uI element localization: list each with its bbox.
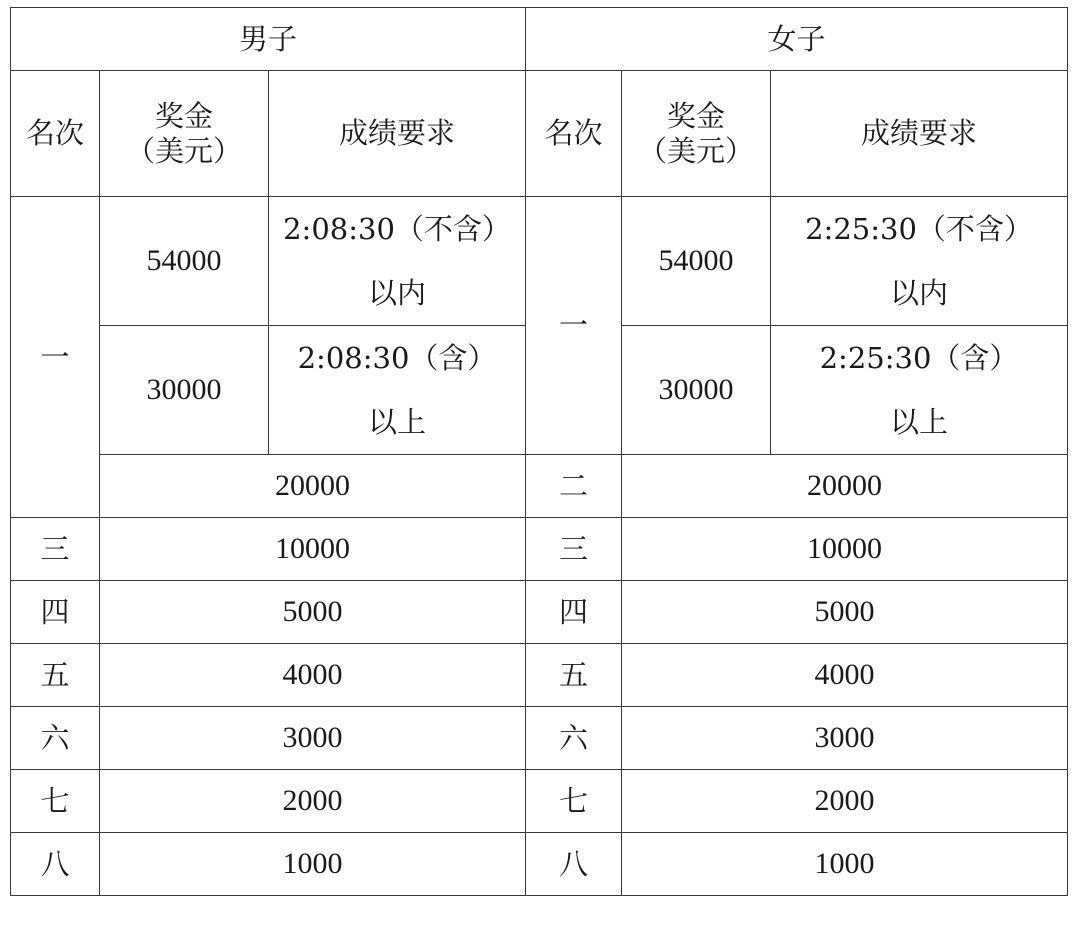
women-prize: 10000	[622, 518, 1068, 581]
table-row	[11, 707, 1068, 770]
table-row	[11, 833, 1068, 896]
women-prize: 2000	[622, 770, 1068, 833]
requirement-time: 2:25:30（不含）	[805, 212, 1033, 246]
men-header: 男子	[11, 8, 526, 71]
men-rank-first: 一	[11, 197, 100, 518]
women-rank: 八	[526, 833, 622, 896]
table-row	[11, 518, 1068, 581]
women-first-prize-b: 30000	[622, 326, 771, 455]
women-rank: 四	[526, 581, 622, 644]
women-prize: 3000	[622, 707, 1068, 770]
women-rank-first: 一	[526, 197, 622, 455]
prize-header-line2: （美元）	[125, 133, 242, 168]
men-first-requirement-b	[269, 326, 526, 455]
women-first-requirement-a	[771, 197, 1068, 326]
men-prize: 4000	[100, 644, 526, 707]
table-row	[11, 644, 1068, 707]
table-row	[11, 770, 1068, 833]
women-rank: 二	[526, 455, 622, 518]
men-prize-header	[100, 71, 269, 197]
prize-header-line1: 奖金	[154, 98, 213, 133]
requirement-time: 2:25:30（含）	[819, 341, 1019, 375]
women-prize: 1000	[622, 833, 1068, 896]
men-first-prize-a: 54000	[100, 197, 269, 326]
women-prize: 20000	[622, 455, 1068, 518]
men-prize: 5000	[100, 581, 526, 644]
women-first-prize-a: 54000	[622, 197, 771, 326]
table-row	[11, 581, 1068, 644]
men-rank: 八	[11, 833, 100, 896]
requirement-qualifier: 以上	[367, 405, 426, 439]
requirement-qualifier: 以上	[889, 405, 948, 439]
men-rank-header: 名次	[11, 71, 100, 197]
men-prize: 10000	[100, 518, 526, 581]
women-rank: 三	[526, 518, 622, 581]
prize-header-line2: （美元）	[637, 133, 754, 168]
men-prize: 1000	[100, 833, 526, 896]
prize-table	[10, 7, 1068, 896]
women-prize-header	[622, 71, 771, 197]
column-header-row	[11, 71, 1068, 197]
gender-header-row	[11, 8, 1068, 71]
requirement-time: 2:08:30（含）	[297, 341, 497, 375]
women-requirement-header: 成绩要求	[771, 71, 1068, 197]
men-rank: 四	[11, 581, 100, 644]
men-rank: 六	[11, 707, 100, 770]
prize-header-line1: 奖金	[666, 98, 725, 133]
men-requirement-header: 成绩要求	[269, 71, 526, 197]
men-prize: 20000	[100, 455, 526, 518]
men-first-requirement-a	[269, 197, 526, 326]
women-rank: 五	[526, 644, 622, 707]
women-rank: 六	[526, 707, 622, 770]
requirement-qualifier: 以内	[889, 276, 948, 310]
women-rank: 七	[526, 770, 622, 833]
men-prize: 3000	[100, 707, 526, 770]
men-rank: 七	[11, 770, 100, 833]
requirement-time: 2:08:30（不含）	[283, 212, 511, 246]
first-place-row-a	[11, 197, 1068, 326]
women-prize: 5000	[622, 581, 1068, 644]
women-header: 女子	[526, 8, 1068, 71]
women-first-requirement-b	[771, 326, 1068, 455]
men-rank: 五	[11, 644, 100, 707]
requirement-qualifier: 以内	[367, 276, 426, 310]
women-prize: 4000	[622, 644, 1068, 707]
men-first-prize-b: 30000	[100, 326, 269, 455]
women-rank-header: 名次	[526, 71, 622, 197]
table-row	[11, 455, 1068, 518]
men-prize: 2000	[100, 770, 526, 833]
men-rank: 三	[11, 518, 100, 581]
